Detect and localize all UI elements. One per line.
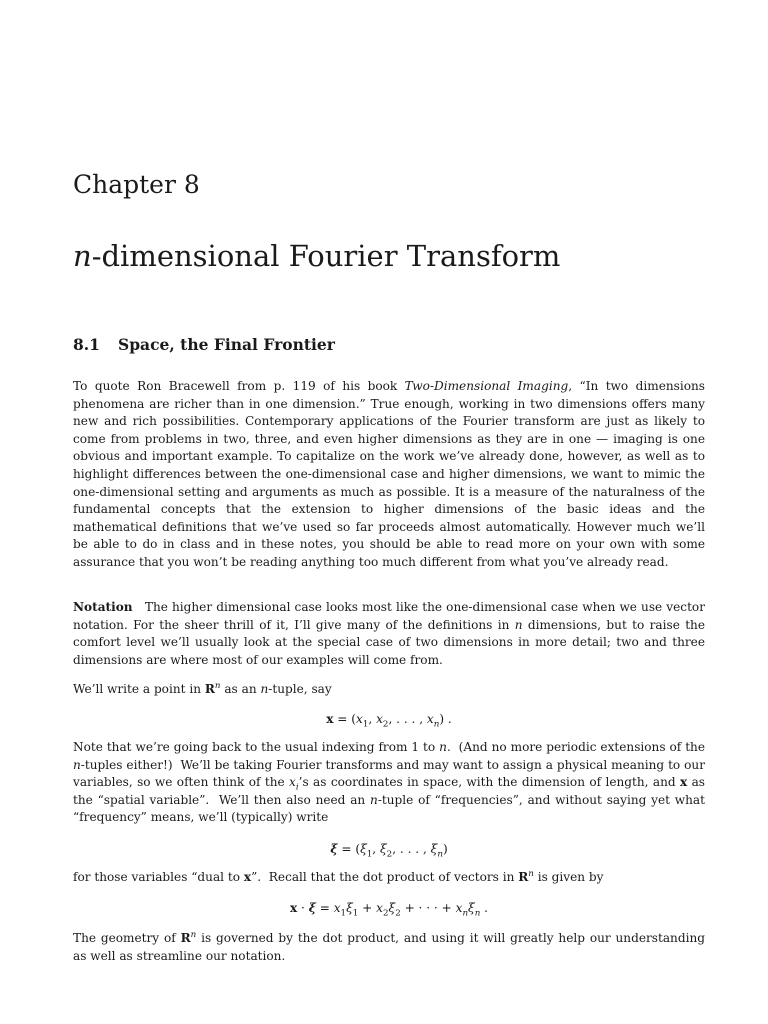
text-run: is governed by the dot product, and using it will greatly help our understanding as well as streamline our notation. [73,931,705,963]
text-run: as an [220,682,261,696]
equation-xi-tuple [73,840,705,858]
text-run: -tuple, say [268,682,332,696]
paragraph-geometry [73,930,705,965]
text-run: ’s as coordinates in space, with the dimension of length, and [298,775,680,790]
math-op: , [372,842,380,856]
math-op: = [315,901,334,915]
math-op: = ( [337,842,361,856]
paragraph-dot-product [73,869,705,887]
math-op: = ( [333,712,356,726]
math-var: ξ [346,901,353,915]
math-sub: n [433,719,440,730]
math-sup: n [528,868,534,879]
math-var: ξ [468,901,475,915]
equation-x-tuple [73,710,705,728]
section-number: 8.1 [73,335,100,354]
math-op: ) . [439,712,452,726]
math-var: ξ [388,901,396,915]
math-var: ξ [360,842,367,856]
paragraph-point [73,681,705,699]
text-run: is given by [533,870,604,884]
math-real-space: R [180,931,191,945]
math-real-space: R [204,682,215,696]
math-var: x [376,901,383,915]
math-vector: x [680,775,688,790]
math-sub: 1 [352,908,359,919]
math-sub: 2 [382,908,389,919]
text-run: Note that we’re going back to the usual indexing from 1 to [73,740,440,754]
math-op: , [368,712,377,726]
math-op: · [297,901,309,915]
math-var: x [333,901,341,915]
text-run: The geometry of [73,931,181,945]
equation-dot-product [73,899,705,917]
notation-heading: Notation [73,600,133,614]
math-sub: n [462,908,469,919]
text-run: To quote Ron Bracewell from p. 119 of his book [73,379,405,393]
math-vector: x [326,712,334,726]
math-vector: ξ [308,901,316,915]
math-var: x [356,712,363,726]
math-sup: n [214,680,221,691]
math-sub: n [437,849,443,860]
paragraph-notation [73,599,709,669]
text-run: . (And no more periodic extensions of the [446,740,709,754]
math-var: x [289,775,296,790]
text-run: , “In two dimensions phenomena are richer than in one dimension.” True enough, working in two dimensions offers many new and rich possibilities. Contemporary applications of the Fourier transform are just as likely to come from problems in two, three, and even higher dimensions as they are in one — imaging is one obvious and important example. To capitalize on the work we’ve already done, however, as well as to highlight differences between the one-dimensional case and higher dimensions, we want to mimic the one-dimensional setting and arguments as much as possible. It is a measure of the naturalness of the fundamental concepts that the extension to higher dimensions of the basic ideas and the mathematical definitions that we’ve used so far proceeds almost automatically. However much we’ll be able to do in class and in these notes, you should be able to read more on your own with some assurance that you won’t be reading anything too much different from what you’ve already read. [73,379,705,569]
text-run: -tuple of “frequencies”, and without saying yet what “frequency” means, we’ll (typically) write [73,792,705,825]
math-sub: 2 [395,908,401,919]
math-real-space: R [518,870,529,884]
text-run: -tuples either!) We’ll be taking Fourier transforms and may want to assign a physical meaning to our variables, so we often think of the [73,757,709,790]
paragraph-indexing [73,739,709,827]
math-var: n [514,617,523,632]
math-sup: n [190,929,197,940]
math-vector: ξ [330,842,338,856]
math-var: x [426,712,434,726]
text-run: The higher dimensional case looks most like the one-dimensional case when we use vector notation. For the sheer thrill of it, I’ll give many of the definitions in [73,600,709,632]
text-run: ”. Recall that the dot product of vectors in [251,870,519,884]
math-var: x [455,901,463,915]
section-title: Space, the Final Frontier [118,335,335,354]
math-sub: 1 [340,908,347,919]
math-var: ξ [430,842,438,856]
text-run: for those variables “dual to [73,870,244,884]
math-var: n [260,682,269,696]
math-sub: 1 [366,849,373,860]
section-heading [73,334,335,356]
chapter-label: Chapter 8 [73,170,200,199]
math-var: x [376,712,383,726]
math-sub: 2 [386,849,393,860]
math-op: , . . . , [388,712,427,726]
chapter-title-text: -dimensional Fourier Transform [91,239,561,273]
math-sub: i [295,782,299,793]
math-op: + [358,901,377,915]
math-op: . [480,901,489,915]
math-op: , . . . , [392,842,431,856]
chapter-title [73,236,560,276]
text-run: dimensions, but to raise the comfort level we’ll usually look at the special case of two dimensions in more detail; two and three dimensions are where most of our examples will come from. [73,617,705,667]
math-vector: x [243,870,252,884]
text-run: We’ll write a point in [73,682,205,696]
math-var: ξ [379,842,387,856]
book-title: Two-Dimensional Imaging [404,379,569,393]
math-sub: 2 [382,719,389,730]
paragraph-intro [73,378,705,572]
math-op: ) [442,842,448,856]
math-var: n [370,792,378,807]
math-sub: 1 [362,719,369,730]
math-op: + · · · + [400,901,456,915]
math-sub: n [474,908,481,919]
math-var: n [439,740,447,754]
text-run: as the “spatial variable”. We’ll then also need an [73,775,709,807]
math-var: n [73,757,81,772]
math-vector: x [289,901,298,915]
chapter-title-variable: n [73,239,92,273]
